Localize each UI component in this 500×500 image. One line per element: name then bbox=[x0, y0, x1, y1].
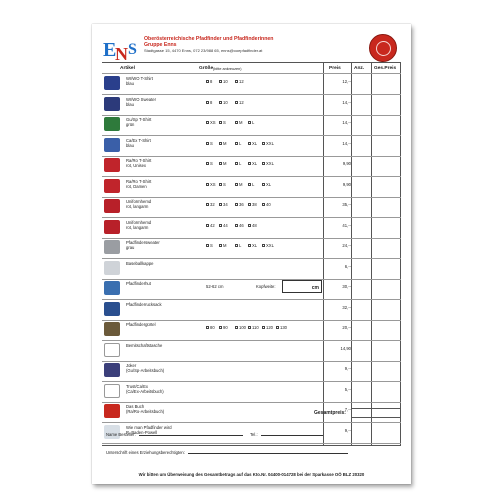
size-checkbox[interactable] bbox=[262, 182, 271, 187]
checkbox-icon[interactable] bbox=[248, 224, 251, 227]
product-name bbox=[126, 117, 196, 127]
product-image bbox=[104, 76, 120, 90]
table-row bbox=[102, 74, 401, 92]
checkbox-icon[interactable] bbox=[219, 326, 222, 329]
product-price: 7,-- bbox=[344, 407, 351, 412]
product-image bbox=[104, 97, 120, 111]
table-row bbox=[102, 361, 401, 379]
product-price: 14,-- bbox=[342, 99, 351, 105]
checkbox-icon[interactable] bbox=[235, 121, 238, 124]
size-label: M bbox=[239, 181, 243, 187]
table-row bbox=[102, 238, 401, 256]
size-label: 12 bbox=[239, 99, 244, 105]
product-title: Das Buch bbox=[126, 404, 145, 409]
product-title: Bemitschaftstasche bbox=[126, 342, 163, 348]
checkbox-icon[interactable] bbox=[248, 142, 251, 145]
checkbox-icon[interactable] bbox=[262, 162, 265, 165]
size-label: M bbox=[239, 120, 243, 125]
product-name bbox=[126, 220, 196, 230]
phone-label: Tel.: bbox=[249, 432, 258, 437]
size-label: 10 bbox=[223, 99, 228, 105]
size-checkbox[interactable] bbox=[262, 243, 274, 248]
size-label: S bbox=[210, 140, 213, 146]
checkbox-icon[interactable] bbox=[206, 101, 209, 104]
checkbox-icon[interactable] bbox=[235, 162, 238, 165]
size-label: S bbox=[210, 243, 213, 248]
product-name bbox=[126, 199, 196, 209]
product-title: Baseballkappe bbox=[126, 260, 154, 266]
col-size: Größe bbox=[199, 66, 214, 71]
size-label: 32 bbox=[210, 202, 215, 207]
size-label: 38 bbox=[252, 202, 257, 207]
product-price: 14,90 bbox=[340, 345, 351, 351]
checkbox-icon[interactable] bbox=[206, 142, 209, 145]
product-variant: blau bbox=[126, 142, 134, 148]
checkbox-icon[interactable] bbox=[248, 326, 251, 329]
checkbox-icon[interactable] bbox=[262, 142, 265, 145]
checkbox-icon[interactable] bbox=[219, 80, 222, 83]
size-checkbox[interactable] bbox=[235, 202, 244, 207]
head-size-input[interactable] bbox=[282, 280, 322, 293]
table-row bbox=[102, 259, 401, 277]
col-qty: Anz. bbox=[354, 66, 365, 71]
product-variant: rot, langarm bbox=[126, 204, 149, 209]
product-name bbox=[126, 158, 196, 168]
org-name-line1: Oberösterreichische Pfadfinder und Pfadfinderinnen bbox=[144, 36, 274, 42]
table-row bbox=[102, 197, 401, 215]
checkbox-icon[interactable] bbox=[219, 203, 222, 206]
product-name bbox=[126, 322, 196, 327]
signature-input[interactable] bbox=[188, 450, 348, 454]
size-checkbox[interactable] bbox=[219, 161, 227, 166]
size-label: L bbox=[252, 181, 255, 187]
size-label: L bbox=[252, 120, 255, 125]
size-label: 42 bbox=[210, 222, 215, 228]
size-label: 44 bbox=[223, 222, 228, 228]
product-name bbox=[126, 384, 196, 394]
table-row bbox=[102, 136, 401, 154]
product-variant: (Ra/Ro-Arbeitsbuch) bbox=[126, 409, 165, 414]
size-label: XL bbox=[252, 140, 258, 146]
size-checkbox[interactable] bbox=[248, 161, 257, 166]
organization-info bbox=[144, 36, 273, 54]
size-checkbox[interactable] bbox=[248, 223, 257, 228]
checkbox-icon[interactable] bbox=[235, 326, 238, 329]
size-checkbox[interactable] bbox=[206, 120, 216, 125]
checkbox-icon[interactable] bbox=[219, 244, 222, 247]
checkbox-icon[interactable] bbox=[235, 203, 238, 206]
checkbox-icon[interactable] bbox=[219, 183, 222, 186]
product-title: Pfadfindergürtel bbox=[126, 322, 156, 327]
product-name bbox=[126, 179, 196, 189]
size-checkbox[interactable] bbox=[248, 182, 254, 187]
size-label: XL bbox=[266, 181, 272, 187]
size-checkbox[interactable] bbox=[235, 325, 246, 330]
product-price: 9,90 bbox=[342, 181, 351, 187]
product-image bbox=[104, 363, 120, 377]
product-title: Wie man Pfadfinder wird bbox=[126, 424, 172, 430]
checkbox-icon[interactable] bbox=[206, 183, 209, 186]
checkbox-icon[interactable] bbox=[219, 101, 222, 104]
product-name bbox=[126, 343, 196, 348]
size-checkbox[interactable] bbox=[235, 141, 241, 146]
size-label: XXL bbox=[266, 161, 274, 166]
product-price: 6,-- bbox=[344, 263, 351, 269]
checkbox-icon[interactable] bbox=[235, 80, 238, 83]
size-label: S bbox=[210, 161, 213, 166]
checkbox-icon[interactable] bbox=[276, 326, 279, 329]
size-checkbox[interactable] bbox=[219, 120, 226, 125]
product-price: 9,-- bbox=[344, 366, 351, 371]
svg-text:S: S bbox=[128, 41, 137, 58]
size-checkbox[interactable] bbox=[235, 100, 244, 105]
checkbox-icon[interactable] bbox=[248, 162, 251, 165]
size-checkbox[interactable] bbox=[219, 202, 228, 207]
svg-text:E: E bbox=[103, 39, 117, 61]
checkbox-icon[interactable] bbox=[206, 162, 209, 165]
signature-label: Unterschrift eines Erziehungsberechtigten: bbox=[106, 450, 185, 455]
checkbox-icon[interactable] bbox=[235, 101, 238, 104]
checkbox-icon[interactable] bbox=[206, 80, 209, 83]
product-image bbox=[104, 199, 120, 213]
table-row bbox=[102, 279, 401, 297]
size-checkbox[interactable] bbox=[235, 243, 241, 248]
size-label: 8 bbox=[210, 79, 213, 84]
table-header bbox=[102, 63, 401, 73]
col-article: Artikel bbox=[120, 66, 135, 71]
product-price: 30,-- bbox=[342, 284, 351, 289]
product-variant: rot, Unisex bbox=[126, 163, 147, 168]
product-price: 12,-- bbox=[342, 79, 351, 84]
signature-field bbox=[106, 450, 348, 455]
table-row bbox=[102, 115, 401, 133]
phone-input[interactable] bbox=[261, 432, 323, 436]
product-image bbox=[104, 261, 120, 275]
checkbox-icon[interactable] bbox=[206, 326, 209, 329]
size-checkbox[interactable] bbox=[235, 161, 241, 166]
product-price: 41,-- bbox=[342, 222, 351, 228]
size-checkbox[interactable] bbox=[248, 202, 257, 207]
size-checkbox[interactable] bbox=[206, 223, 215, 228]
size-label: XS bbox=[210, 120, 216, 125]
size-checkbox[interactable] bbox=[262, 325, 273, 330]
col-total: Ges.Preis bbox=[374, 66, 397, 71]
product-price: 14,-- bbox=[342, 140, 351, 146]
size-label: 100 bbox=[239, 325, 246, 330]
size-label: 36 bbox=[239, 202, 244, 207]
size-label: M bbox=[223, 161, 227, 166]
checkbox-icon[interactable] bbox=[248, 203, 251, 206]
size-checkbox[interactable] bbox=[235, 223, 244, 228]
size-label: 40 bbox=[266, 202, 271, 207]
product-variant: blau bbox=[126, 81, 134, 86]
size-checkbox[interactable] bbox=[206, 141, 213, 146]
total-field[interactable] bbox=[351, 408, 401, 418]
product-image bbox=[104, 404, 120, 418]
product-variant: (Gu/Sp-Arbeitsbuch) bbox=[126, 368, 165, 373]
checkbox-icon[interactable] bbox=[219, 121, 222, 124]
table-row bbox=[102, 95, 401, 113]
size-label: 48 bbox=[252, 222, 257, 228]
product-image bbox=[104, 117, 120, 131]
product-title: Trust/Ca/Ex bbox=[126, 383, 148, 389]
size-checkbox[interactable] bbox=[219, 325, 228, 330]
product-title: Ca/Ex T-Shirt bbox=[126, 137, 151, 143]
size-label: 8 bbox=[210, 99, 213, 105]
product-variant: R. Baden-Powell bbox=[126, 429, 158, 435]
product-variant: grün bbox=[126, 122, 135, 127]
col-price: Preis bbox=[329, 66, 341, 71]
size-label: 110 bbox=[252, 325, 259, 330]
size-checkbox[interactable] bbox=[206, 243, 213, 248]
table-row bbox=[102, 156, 401, 174]
product-image bbox=[104, 343, 120, 357]
product-price: 9,90 bbox=[342, 161, 351, 166]
size-checkbox[interactable] bbox=[276, 325, 287, 330]
org-address: Stadtgasse 15, 4470 Enns, 072 23/988 65, enns@ooepfadfinder.at bbox=[144, 48, 263, 53]
product-variant: grau bbox=[126, 245, 135, 250]
product-title: Gu/Sp T-Shirt bbox=[126, 117, 152, 122]
checkbox-icon[interactable] bbox=[206, 121, 209, 124]
product-name bbox=[126, 302, 196, 307]
product-price: 20,-- bbox=[342, 325, 351, 330]
product-image bbox=[104, 281, 120, 295]
product-price: 9,-- bbox=[344, 427, 351, 433]
product-price: 5,-- bbox=[344, 386, 351, 392]
ordered-by-field bbox=[106, 429, 323, 437]
size-label: XXL bbox=[266, 243, 274, 248]
table-row bbox=[102, 320, 401, 338]
product-price: 35,-- bbox=[342, 202, 351, 207]
checkbox-icon[interactable] bbox=[235, 183, 238, 186]
size-label: M bbox=[223, 243, 227, 248]
size-checkbox[interactable] bbox=[206, 100, 212, 105]
size-checkbox[interactable] bbox=[248, 141, 257, 146]
checkbox-icon[interactable] bbox=[219, 142, 222, 145]
checkbox-icon[interactable] bbox=[248, 244, 251, 247]
size-label: L bbox=[239, 161, 242, 166]
size-checkbox[interactable] bbox=[235, 182, 243, 187]
size-range: 52-62 cm bbox=[206, 284, 224, 289]
product-title: Ra/Ro T-Shirt bbox=[126, 178, 152, 184]
unit-label: cm bbox=[311, 285, 319, 291]
table-row bbox=[102, 300, 401, 318]
size-label: L bbox=[239, 140, 242, 146]
product-image bbox=[104, 322, 120, 336]
checkbox-icon[interactable] bbox=[206, 224, 209, 227]
product-variant: (Ca/Ex-Arbeitsbuch) bbox=[126, 388, 164, 394]
product-image bbox=[104, 138, 120, 152]
checkbox-icon[interactable] bbox=[235, 224, 238, 227]
checkbox-icon[interactable] bbox=[235, 142, 238, 145]
product-image bbox=[104, 302, 120, 316]
product-title: Uniformhemd bbox=[126, 199, 152, 204]
checkbox-icon[interactable] bbox=[206, 203, 209, 206]
size-label: 90 bbox=[223, 325, 228, 330]
table-row bbox=[102, 218, 401, 236]
table-row bbox=[102, 382, 401, 400]
size-label: L bbox=[239, 243, 242, 248]
product-title: WI/WO T-Shirt bbox=[126, 76, 153, 81]
checkbox-icon[interactable] bbox=[262, 203, 265, 206]
product-image bbox=[104, 158, 120, 172]
col-size-hint: (bitte ankreuzen) bbox=[213, 66, 242, 71]
product-title: Ra/Ro T-Shirt bbox=[126, 158, 152, 163]
checkbox-icon[interactable] bbox=[219, 162, 222, 165]
size-checkbox[interactable] bbox=[262, 161, 274, 166]
product-name bbox=[126, 76, 196, 86]
product-variant: rot, Damen bbox=[126, 183, 147, 189]
bank-transfer-note: Wir bitten um Überweisung des Gesamtbetrags auf das Kto.Nr. 04400-014728 bei der Sparkasse OÖ BLZ 20320 bbox=[138, 472, 365, 477]
total-label: Gesamtpreis: bbox=[314, 410, 346, 416]
product-name bbox=[126, 138, 196, 148]
checkbox-icon[interactable] bbox=[262, 244, 265, 247]
order-form-sheet bbox=[92, 24, 411, 484]
group-logo bbox=[102, 34, 142, 64]
svg-text:N: N bbox=[115, 44, 128, 64]
org-name-line2: Gruppe Enns bbox=[144, 42, 177, 48]
product-image bbox=[104, 240, 120, 254]
product-image bbox=[104, 384, 120, 398]
size-label: S bbox=[223, 181, 226, 187]
product-image bbox=[104, 179, 120, 193]
size-checkbox[interactable] bbox=[248, 243, 257, 248]
size-label: 10 bbox=[223, 79, 228, 84]
size-label: S bbox=[223, 120, 226, 125]
size-checkbox[interactable] bbox=[219, 141, 227, 146]
size-checkbox[interactable] bbox=[235, 79, 244, 84]
table-row bbox=[102, 341, 401, 359]
size-checkbox[interactable] bbox=[206, 79, 212, 84]
product-price: 32,-- bbox=[342, 304, 351, 310]
size-label: XL bbox=[252, 243, 258, 248]
product-title: WI/WO Sweater bbox=[126, 96, 157, 102]
product-name bbox=[126, 97, 196, 107]
size-checkbox[interactable] bbox=[248, 325, 259, 330]
table-row bbox=[102, 177, 401, 195]
size-checkbox[interactable] bbox=[206, 325, 215, 330]
size-label: XS bbox=[210, 181, 216, 187]
product-title: Pfadfindersweater bbox=[126, 240, 160, 245]
product-title: Pfadfinderrucksack bbox=[126, 301, 162, 307]
product-name bbox=[126, 240, 196, 250]
size-checkbox[interactable] bbox=[219, 182, 226, 187]
checkbox-icon[interactable] bbox=[219, 224, 222, 227]
size-checkbox[interactable] bbox=[262, 202, 271, 207]
product-image bbox=[104, 220, 120, 234]
checkbox-icon[interactable] bbox=[206, 244, 209, 247]
size-label: 46 bbox=[239, 222, 244, 228]
size-label: 34 bbox=[223, 202, 228, 207]
head-size-label: Kopfweite: bbox=[256, 284, 276, 289]
size-checkbox[interactable] bbox=[219, 243, 227, 248]
checkbox-icon[interactable] bbox=[262, 183, 265, 186]
size-checkbox[interactable] bbox=[206, 161, 213, 166]
size-checkbox[interactable] bbox=[219, 223, 228, 228]
checkbox-icon[interactable] bbox=[235, 244, 238, 247]
order-table bbox=[102, 62, 401, 444]
size-checkbox[interactable] bbox=[219, 100, 228, 105]
product-name bbox=[126, 261, 196, 266]
ordered-by-label: Name Besteller: bbox=[106, 432, 136, 437]
checkbox-icon[interactable] bbox=[262, 326, 265, 329]
table-bottom-rule bbox=[102, 445, 401, 446]
size-checkbox[interactable] bbox=[235, 120, 243, 125]
product-price: 24,-- bbox=[342, 243, 351, 248]
size-label: 12 bbox=[239, 79, 244, 84]
product-variant: rot, langarm bbox=[126, 224, 149, 230]
scout-seal-icon bbox=[369, 34, 397, 62]
checkbox-icon[interactable] bbox=[248, 183, 251, 186]
product-name bbox=[126, 404, 196, 414]
size-label: 120 bbox=[266, 325, 273, 330]
size-label: 80 bbox=[210, 325, 215, 330]
size-checkbox[interactable] bbox=[206, 202, 215, 207]
product-variant: blau bbox=[126, 101, 134, 107]
size-checkbox[interactable] bbox=[262, 141, 274, 146]
product-price: 14,-- bbox=[342, 120, 351, 125]
size-checkbox[interactable] bbox=[248, 120, 254, 125]
row-divider bbox=[102, 443, 401, 444]
size-label: XXL bbox=[266, 140, 274, 146]
size-label: XL bbox=[252, 161, 258, 166]
checkbox-icon[interactable] bbox=[248, 121, 251, 124]
product-title: Pfadfinderhut bbox=[126, 281, 151, 286]
size-label: M bbox=[223, 140, 227, 146]
ordered-by-input[interactable] bbox=[139, 432, 243, 436]
product-name bbox=[126, 363, 196, 373]
product-name bbox=[126, 281, 196, 286]
product-title: Joker bbox=[126, 363, 137, 368]
size-checkbox[interactable] bbox=[206, 182, 216, 187]
product-title: Uniformhemd bbox=[126, 219, 152, 225]
size-label: 130 bbox=[280, 325, 287, 330]
size-checkbox[interactable] bbox=[219, 79, 228, 84]
